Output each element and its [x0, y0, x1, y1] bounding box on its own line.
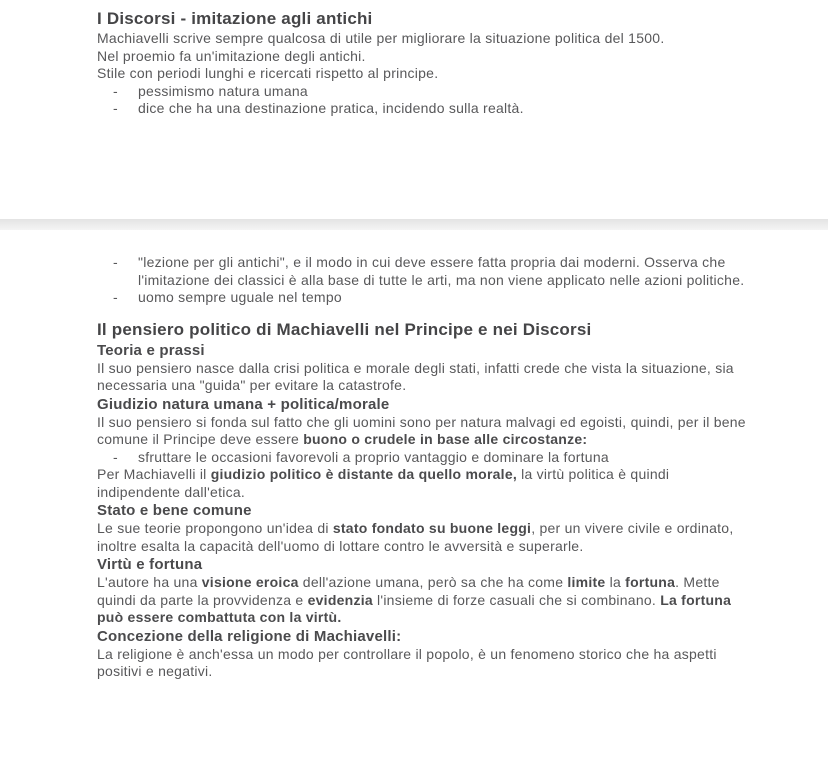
bold-text-run: buono o crudele in base alle circostanze: [303, 431, 588, 447]
bold-text-run: stato fondato su buone leggi [332, 520, 532, 536]
text-run: Il suo pensiero si fonda sul fatto che gli uomini sono per natura malvagi ed egoisti, quindi, per il bene comune il Principe deve essere [97, 413, 746, 447]
bold-text-run: La fortuna può essere combattuta con la virtù. [97, 591, 732, 625]
bold-text-run: visione eroica [201, 574, 299, 590]
bold-text-run: fortuna [625, 574, 676, 590]
bullet-dash-marker: - [113, 82, 118, 99]
text-run: Stile con periodi lunghi e ricercati rispetto al principe. [97, 65, 439, 81]
bullet-dash-marker: - [113, 254, 118, 270]
text-run: . Mette quindi da parte la provvidenza e [97, 574, 720, 608]
text-run: pessimismo natura umana [138, 82, 308, 99]
text-run: dice che ha una destinazione pratica, incidendo sulla realtà. [138, 100, 524, 116]
paragraph [97, 520, 749, 555]
text-run: uomo sempre uguale nel tempo [138, 289, 342, 305]
text-run: Le sue teorie propongono un'idea di [97, 520, 333, 536]
paragraph [97, 414, 749, 449]
paragraph [97, 48, 749, 66]
text-run: "lezione per gli antichi", e il modo in cui deve essere fatta propria dai moderni. Osserva che l'imitazione dei classici è alla base di tutte le arti, ma non viene applicato nelle azioni politiche. [138, 254, 745, 288]
text-run: Machiavelli scrive sempre qualcosa di utile per migliorare la situazione politica del 1500. [97, 30, 665, 46]
text-run: l'insieme di forze casuali che si combinano. [372, 591, 661, 608]
paragraph [97, 646, 749, 681]
text-run: sfruttare le occasioni favorevoli a proprio vantaggio e dominare la fortuna [138, 448, 609, 465]
sub-heading: Stato e bene comune [97, 502, 252, 519]
list-item [97, 254, 749, 289]
bold-text-run: limite [567, 574, 606, 590]
text-run: la [605, 574, 626, 590]
text-run: L'autore ha una [97, 574, 202, 590]
sub-heading: Virtù e fortuna [97, 556, 203, 573]
section-heading: Il pensiero politico di Machiavelli nel Principe e nei Discorsi [97, 319, 592, 339]
bullet-dash-marker: - [113, 448, 118, 465]
sub-heading: Teoria e prassi [97, 341, 205, 359]
sub-heading: Giudizio natura umana + politica/morale [97, 395, 390, 413]
page-1-content [97, 8, 749, 118]
text-run: Il suo pensiero nasce dalla crisi politica e morale degli stati, infatti crede che vista la situazione, sia necessaria una "guida" per evitare la catastrofe. [97, 359, 734, 393]
text-run: Per Machiavelli il [97, 466, 211, 482]
text-run: dell'azione umana, però sa che ha come [298, 574, 568, 590]
document-page-1 [0, 0, 828, 219]
paragraph [97, 574, 749, 627]
paragraph [97, 466, 749, 501]
text-run: Nel proemio fa un'imitazione degli antichi. [97, 47, 366, 64]
text-run: la virtù politica è quindi indipendente dall'etica. [97, 466, 670, 500]
text-run: La religione è anch'essa un modo per controllare il popolo, è un fenomeno storico che ha aspetti positivi e negativi. [97, 645, 717, 679]
list-item [97, 449, 749, 467]
sub-heading: Concezione della religione di Machiavelli: [97, 627, 402, 645]
paragraph [97, 360, 749, 395]
page-break-band [0, 219, 828, 230]
page-2-content [97, 254, 749, 681]
text-run: , per un vivere civile e ordinato, inoltre esalta la capacità dell'uomo di lottare contro le avversità e superarle. [97, 520, 734, 554]
section-heading: I Discorsi - imitazione agli antichi [97, 9, 373, 28]
bullet-dash-marker: - [113, 100, 118, 116]
document-page-2 [0, 230, 828, 767]
bullet-dash-marker: - [113, 289, 118, 305]
list-item [97, 100, 749, 118]
paragraph [97, 65, 749, 83]
list-item [97, 289, 749, 307]
bold-text-run: giudizio politico è distante da quello morale, [210, 466, 517, 482]
list-item [97, 83, 749, 101]
bold-text-run: evidenzia [307, 591, 373, 608]
paragraph [97, 30, 749, 48]
